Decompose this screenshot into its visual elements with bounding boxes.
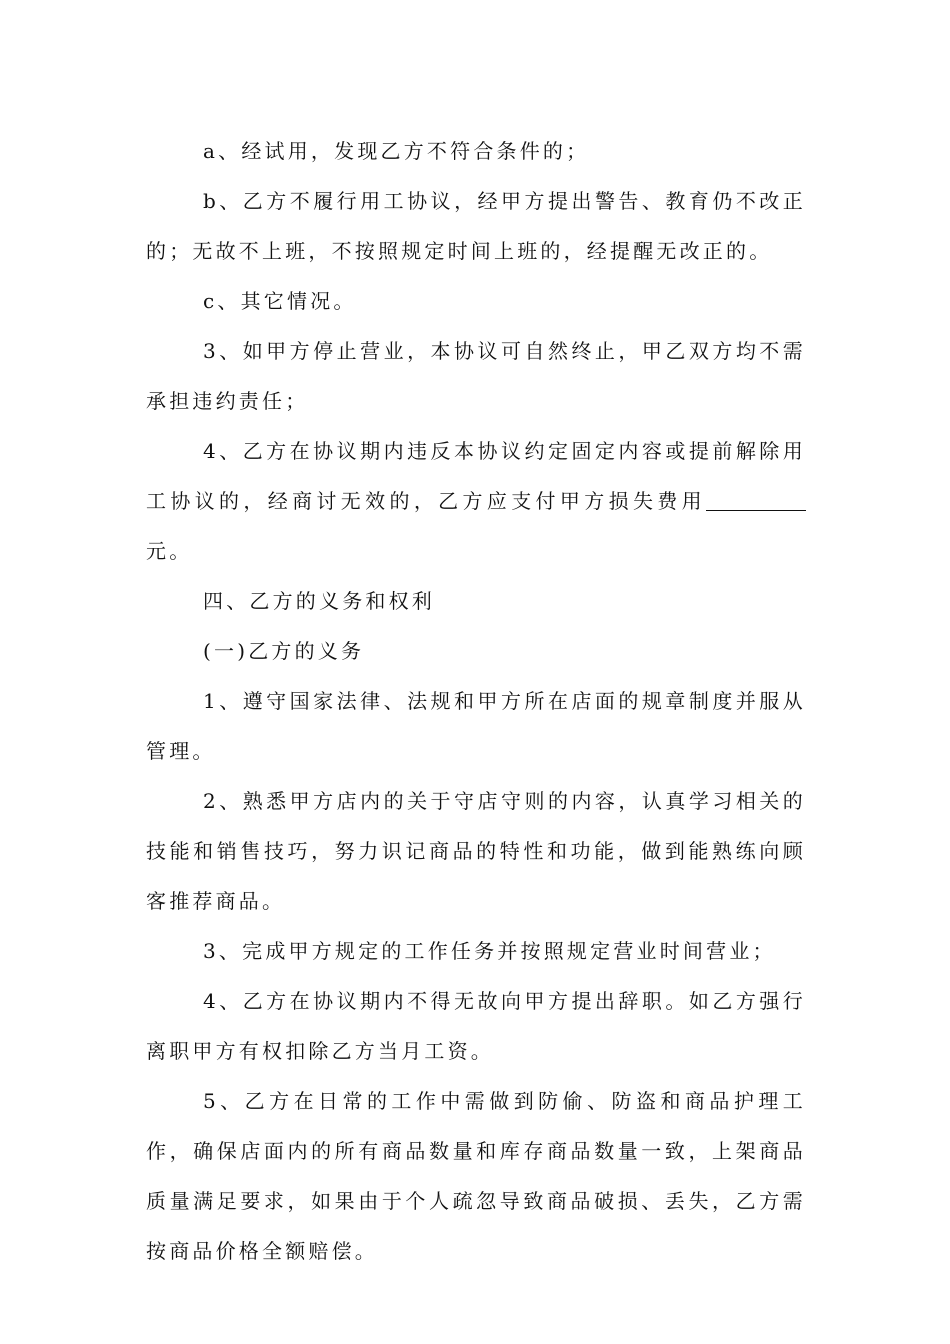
duty-1: 1、遵守国家法律、法规和甲方所在店面的规章制度并服从管理。: [146, 689, 806, 763]
duty-5: 5、乙方在日常的工作中需做到防偷、防盗和商品护理工作，确保店面内的所有商品数量和库存商品数量一致，上架商品质量满足要求，如果由于个人疏忽导致商品破损、丢失，乙方需按商品价格全额赔偿。: [146, 1089, 806, 1263]
paragraph-b: b、乙方不履行用工协议，经甲方提出警告、教育仍不改正的；无故不上班，不按照规定时间上班的，经提醒无改正的。: [146, 189, 806, 263]
paragraph-c: c、其它情况。: [203, 289, 357, 313]
paragraph-3: 3、如甲方停止营业，本协议可自然终止，甲乙双方均不需承担违约责任；: [146, 339, 806, 413]
paragraph-4-suffix: 元。: [146, 539, 193, 563]
paragraph-a: a、经试用，发现乙方不符合条件的；: [203, 139, 590, 163]
paragraph-4-text: 4、乙方在协议期内违反本协议约定固定内容或提前解除用工协议的，经商讨无效的，乙方应支付甲方损失费用: [146, 439, 806, 513]
section-heading-4: 四、乙方的义务和权利: [203, 589, 435, 613]
duty-2: 2、熟悉甲方店内的关于守店守则的内容，认真学习相关的技能和销售技巧，努力识记商品的特性和功能，做到能熟练向顾客推荐商品。: [146, 789, 806, 913]
duty-3: 3、完成甲方规定的工作任务并按照规定营业时间营业；: [203, 939, 776, 963]
paragraph-4: [146, 426, 806, 576]
subsection-heading-1: (一)乙方的义务: [203, 639, 365, 663]
duty-4: 4、乙方在协议期内不得无故向甲方提出辞职。如乙方强行离职甲方有权扣除乙方当月工资。: [146, 989, 806, 1063]
fill-in-blank: [706, 490, 806, 511]
document-page: [146, 126, 806, 1276]
